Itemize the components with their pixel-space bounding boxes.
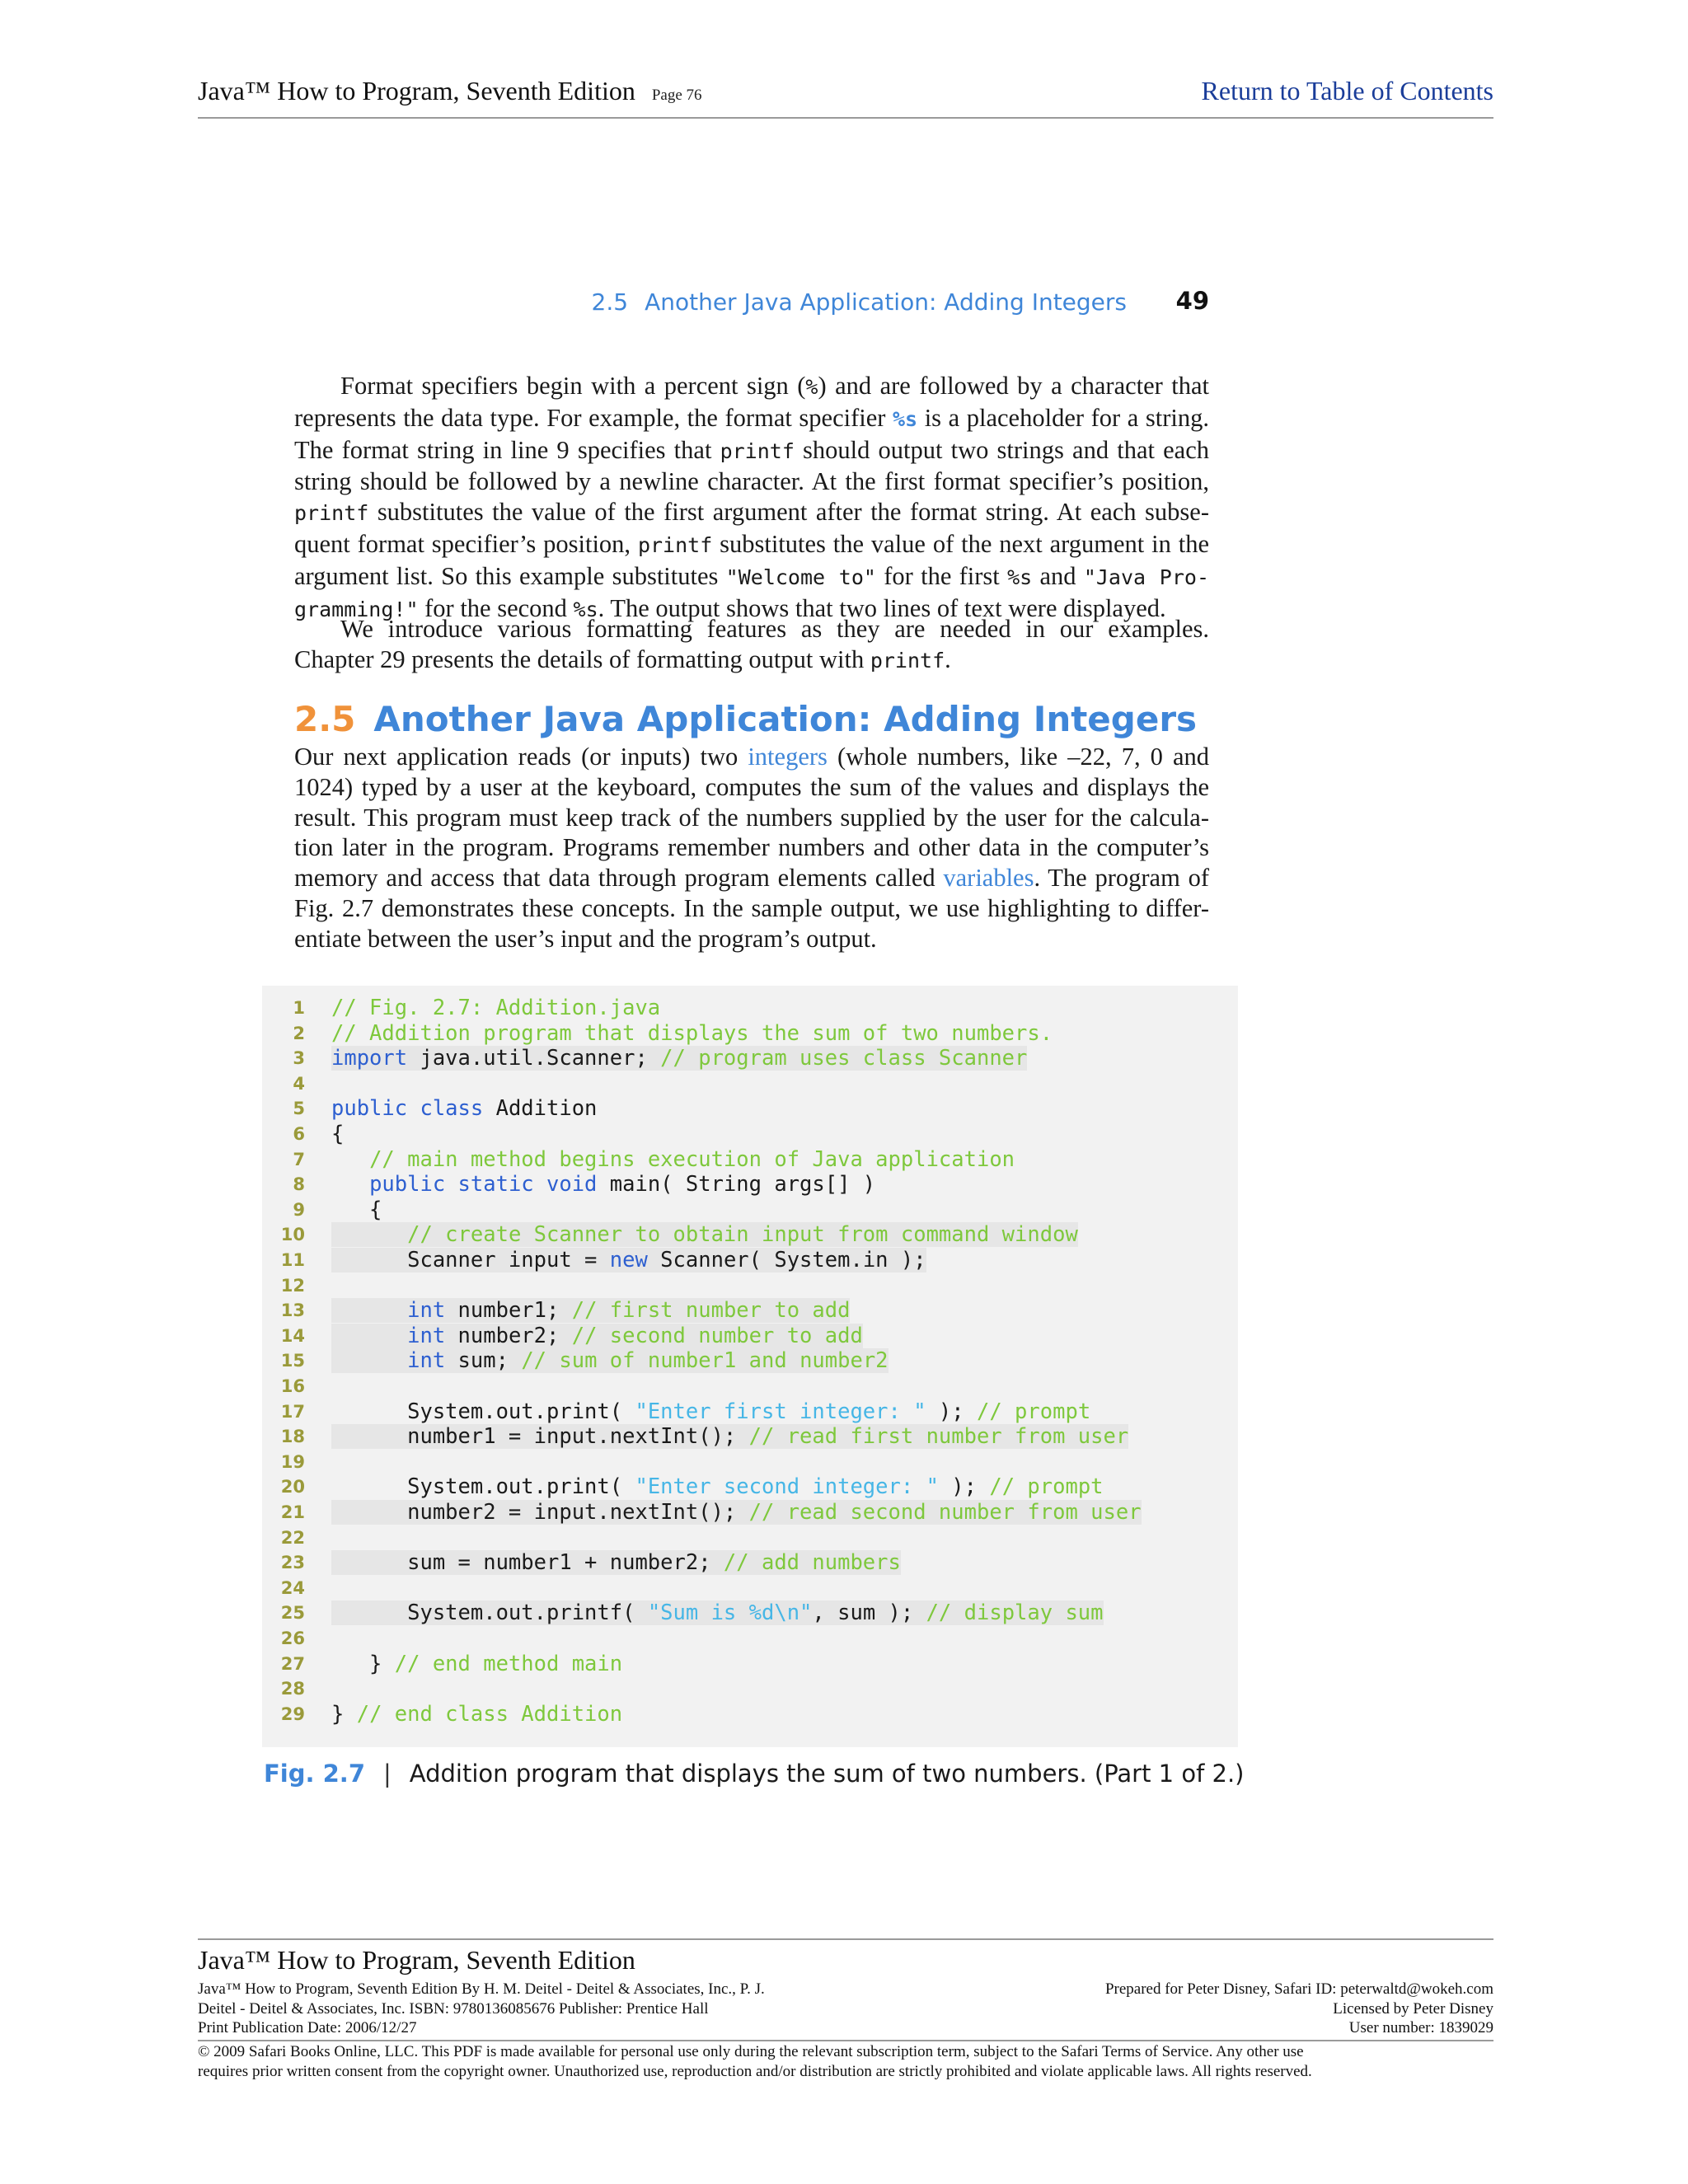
para3-line-1: Our next application reads (or inputs) two integers (whole numbers, like –22, 7, 0 and bbox=[294, 743, 1209, 771]
para3-line-6: Fig. 2.7 demonstrates these concepts. In the sample output, we use highlighting to differ- bbox=[294, 893, 1209, 922]
footer-license-info bbox=[1105, 1980, 1493, 2038]
footer-left-line: Java™ How to Program, Seventh Edition By H. M. Deitel - Deitel & Associates, Inc., P. J. bbox=[198, 1980, 765, 1998]
para3-line-4: tion later in the program. Programs remember numbers and other data in the computer’s bbox=[294, 833, 1209, 862]
code-text: // Addition program that displays the sum of two numbers. bbox=[331, 1020, 1053, 1046]
code-line bbox=[262, 1172, 1238, 1197]
line-number: 8 bbox=[293, 1174, 305, 1195]
page-label: Page 76 bbox=[651, 87, 702, 104]
code-text: int number1; // first number to add bbox=[331, 1298, 850, 1323]
para2-line-2: Chapter 29 presents the details of formatting output with printf. bbox=[294, 644, 951, 673]
paragraph-format-specifiers bbox=[294, 371, 1209, 625]
para3-line-3: result. This program must keep track of the numbers supplied by the user for the calcula- bbox=[294, 803, 1209, 832]
line-number: 16 bbox=[280, 1376, 305, 1396]
code-line bbox=[262, 1474, 1238, 1499]
code-line bbox=[262, 1526, 1238, 1550]
code-line bbox=[262, 1702, 1238, 1727]
line-number: 2 bbox=[293, 1023, 305, 1043]
para2-line-1: We introduce various formatting features as they are needed in our examples. bbox=[340, 615, 1209, 643]
caption-text: Addition program that displays the sum of two numbers. (Part 1 of 2.) bbox=[409, 1760, 1245, 1788]
line-number: 24 bbox=[280, 1577, 305, 1598]
code-line bbox=[262, 1096, 1238, 1121]
line-number: 25 bbox=[280, 1603, 305, 1624]
code-line bbox=[262, 1021, 1238, 1046]
code-line bbox=[262, 1676, 1238, 1701]
page-number: 49 bbox=[1175, 287, 1209, 315]
code-text: // main method begins execution of Java application bbox=[369, 1146, 1015, 1172]
copyright-line: © 2009 Safari Books Online, LLC. This PDF is made available for personal use only during the relevant subscription term, subject to the Safari Terms of Service. Any other use bbox=[198, 2043, 1304, 2060]
term-integers: integers bbox=[748, 743, 828, 771]
code-text: int number2; // second number to add bbox=[331, 1324, 863, 1348]
line-number: 20 bbox=[280, 1477, 305, 1497]
code-text: public class Addition bbox=[331, 1096, 598, 1122]
code-text: sum = number1 + number2; // add numbers bbox=[331, 1550, 901, 1576]
code-line bbox=[262, 996, 1238, 1020]
section-title: Another Java Application: Adding Integers bbox=[373, 699, 1198, 739]
code-text: { bbox=[331, 1197, 382, 1222]
section-number: 2.5 bbox=[294, 699, 356, 739]
para1-line-4: string should be followed by a newline character. At the first format specifier’s position, bbox=[294, 467, 1209, 496]
footer-right-line: User number: 1839029 bbox=[1348, 2019, 1493, 2036]
code-line bbox=[262, 1324, 1238, 1348]
line-number: 10 bbox=[280, 1225, 305, 1245]
code-line bbox=[262, 1626, 1238, 1651]
code-text: System.out.printf( "Sum is %d\n", sum ); // display sum bbox=[331, 1601, 1104, 1626]
line-number: 27 bbox=[280, 1653, 305, 1674]
line-number: 9 bbox=[293, 1199, 305, 1220]
code-line bbox=[262, 1122, 1238, 1146]
footer-publication-info bbox=[198, 1980, 765, 2038]
line-number: 21 bbox=[280, 1502, 305, 1522]
paragraph-adding-integers bbox=[294, 742, 1209, 954]
code-line bbox=[262, 1197, 1238, 1222]
code-text: int sum; // sum of number1 and number2 bbox=[331, 1348, 889, 1373]
line-number: 14 bbox=[280, 1325, 305, 1346]
line-number: 3 bbox=[293, 1048, 305, 1069]
code-line bbox=[262, 1374, 1238, 1399]
code-line bbox=[262, 1601, 1238, 1625]
code-text: { bbox=[331, 1122, 345, 1146]
line-number: 6 bbox=[293, 1124, 305, 1144]
line-number: 1 bbox=[293, 998, 305, 1018]
paragraph-formatting-features bbox=[294, 614, 1209, 677]
line-number: 15 bbox=[280, 1351, 305, 1371]
code-line bbox=[262, 1348, 1238, 1373]
code-line bbox=[262, 1248, 1238, 1272]
footer-right-line: Licensed by Peter Disney bbox=[1333, 1999, 1493, 2018]
line-number: 18 bbox=[280, 1427, 305, 1447]
code-line bbox=[262, 1298, 1238, 1323]
line-number: 29 bbox=[280, 1704, 305, 1724]
line-number: 11 bbox=[280, 1250, 305, 1270]
para1-line-2: represents the data type. For example, the format specifier %s is a placeholder for a string. bbox=[294, 403, 1209, 432]
page-footer bbox=[198, 1938, 1493, 2080]
line-number: 7 bbox=[293, 1149, 305, 1169]
running-head-section: 2.5 Another Java Application: Adding Integers bbox=[591, 288, 1127, 316]
page-header bbox=[198, 76, 1493, 119]
code-line bbox=[262, 1222, 1238, 1247]
code-text: number1 = input.nextInt(); // read first number from user bbox=[331, 1424, 1129, 1450]
running-head bbox=[294, 288, 1209, 321]
footer-right-line: Prepared for Peter Disney, Safari ID: peterwaltd@wokeh.com bbox=[1104, 1980, 1493, 1998]
code-text: number2 = input.nextInt(); // read second number from user bbox=[331, 1500, 1142, 1525]
code-line bbox=[262, 1576, 1238, 1601]
line-number: 12 bbox=[280, 1275, 305, 1296]
line-number: 19 bbox=[280, 1451, 305, 1472]
code-listing bbox=[262, 986, 1238, 1747]
para1-line-3: The format string in line 9 specifies that printf should output two strings and that each bbox=[294, 435, 1209, 464]
footer-left-line: Deitel - Deitel & Associates, Inc. ISBN: 9780136085676 Publisher: Prentice Hall bbox=[198, 1999, 709, 2018]
code-text: Scanner input = new Scanner( System.in ); bbox=[331, 1248, 926, 1272]
caption-separator: | bbox=[383, 1760, 392, 1788]
copyright-line: requires prior written consent from the copyright owner. Unauthorized use, reproduction and/or distribution are strictly prohibited and violate applicable laws. All rights reserved. bbox=[198, 2062, 1312, 2080]
para3-line-7: entiate between the user’s input and the program’s output. bbox=[294, 924, 877, 953]
code-text: System.out.print( "Enter second integer: " ); // prompt bbox=[331, 1474, 1104, 1500]
code-line bbox=[262, 1550, 1238, 1575]
line-number: 26 bbox=[280, 1629, 305, 1648]
code-line bbox=[262, 1046, 1238, 1071]
footer-divider bbox=[198, 2040, 1493, 2041]
para1-line-8: gramming!" for the second %s. The output shows that two lines of text were displayed. bbox=[294, 593, 1166, 622]
line-number: 22 bbox=[280, 1527, 305, 1548]
code-text: System.out.print( "Enter first integer: " ); // prompt bbox=[331, 1399, 1091, 1424]
line-number: 17 bbox=[280, 1401, 305, 1422]
code-line bbox=[262, 1652, 1238, 1676]
line-number: 5 bbox=[293, 1099, 305, 1119]
return-to-toc-link[interactable]: Return to Table of Contents bbox=[1201, 76, 1493, 105]
section-heading bbox=[294, 699, 1197, 739]
footer-copyright bbox=[198, 2042, 1493, 2081]
line-number: 4 bbox=[293, 1073, 305, 1094]
code-line bbox=[262, 1424, 1238, 1449]
code-text: // create Scanner to obtain input from command window bbox=[331, 1222, 1078, 1247]
figure-label: Fig. 2.7 bbox=[264, 1760, 365, 1788]
footer-book-title: Java™ How to Program, Seventh Edition bbox=[198, 1945, 635, 1975]
code-line bbox=[262, 1147, 1238, 1172]
code-line bbox=[262, 1450, 1238, 1474]
code-line bbox=[262, 1071, 1238, 1096]
code-line bbox=[262, 1500, 1238, 1525]
para1-line-5: printf substitutes the value of the first argument after the format string. At each subse- bbox=[294, 498, 1209, 527]
code-line bbox=[262, 1273, 1238, 1298]
code-text: // Fig. 2.7: Addition.java bbox=[331, 996, 661, 1020]
line-number: 28 bbox=[280, 1679, 305, 1699]
para3-line-2: 1024) typed by a user at the keyboard, computes the sum of the values and displays the bbox=[294, 772, 1209, 801]
book-title: Java™ How to Program, Seventh Edition Page 76 bbox=[198, 76, 702, 105]
line-number: 13 bbox=[280, 1301, 305, 1321]
para1-line-1: Format specifiers begin with a percent sign (%) and are followed by a character that bbox=[340, 372, 1210, 400]
term-variables: variables bbox=[943, 864, 1034, 893]
code-text: } // end class Addition bbox=[331, 1701, 623, 1727]
line-number: 23 bbox=[280, 1553, 305, 1573]
para1-line-6: quent format specifier’s position, printf substitutes the value of the next argument in the bbox=[294, 529, 1209, 558]
code-text: import java.util.Scanner; // program uses class Scanner bbox=[331, 1046, 1028, 1071]
para3-line-5: memory and access that data through program elements called variables. The program of bbox=[294, 864, 1209, 893]
code-line bbox=[262, 1399, 1238, 1424]
code-text: } // end method main bbox=[331, 1651, 623, 1676]
code-text: public static void main( String args[] ) bbox=[369, 1172, 876, 1197]
para1-line-7: argument list. So this example substitutes "Welcome to" for the first %s and "Java Pro- bbox=[294, 561, 1209, 590]
figure-caption bbox=[264, 1760, 1245, 1788]
footer-left-line: Print Publication Date: 2006/12/27 bbox=[198, 2019, 417, 2036]
